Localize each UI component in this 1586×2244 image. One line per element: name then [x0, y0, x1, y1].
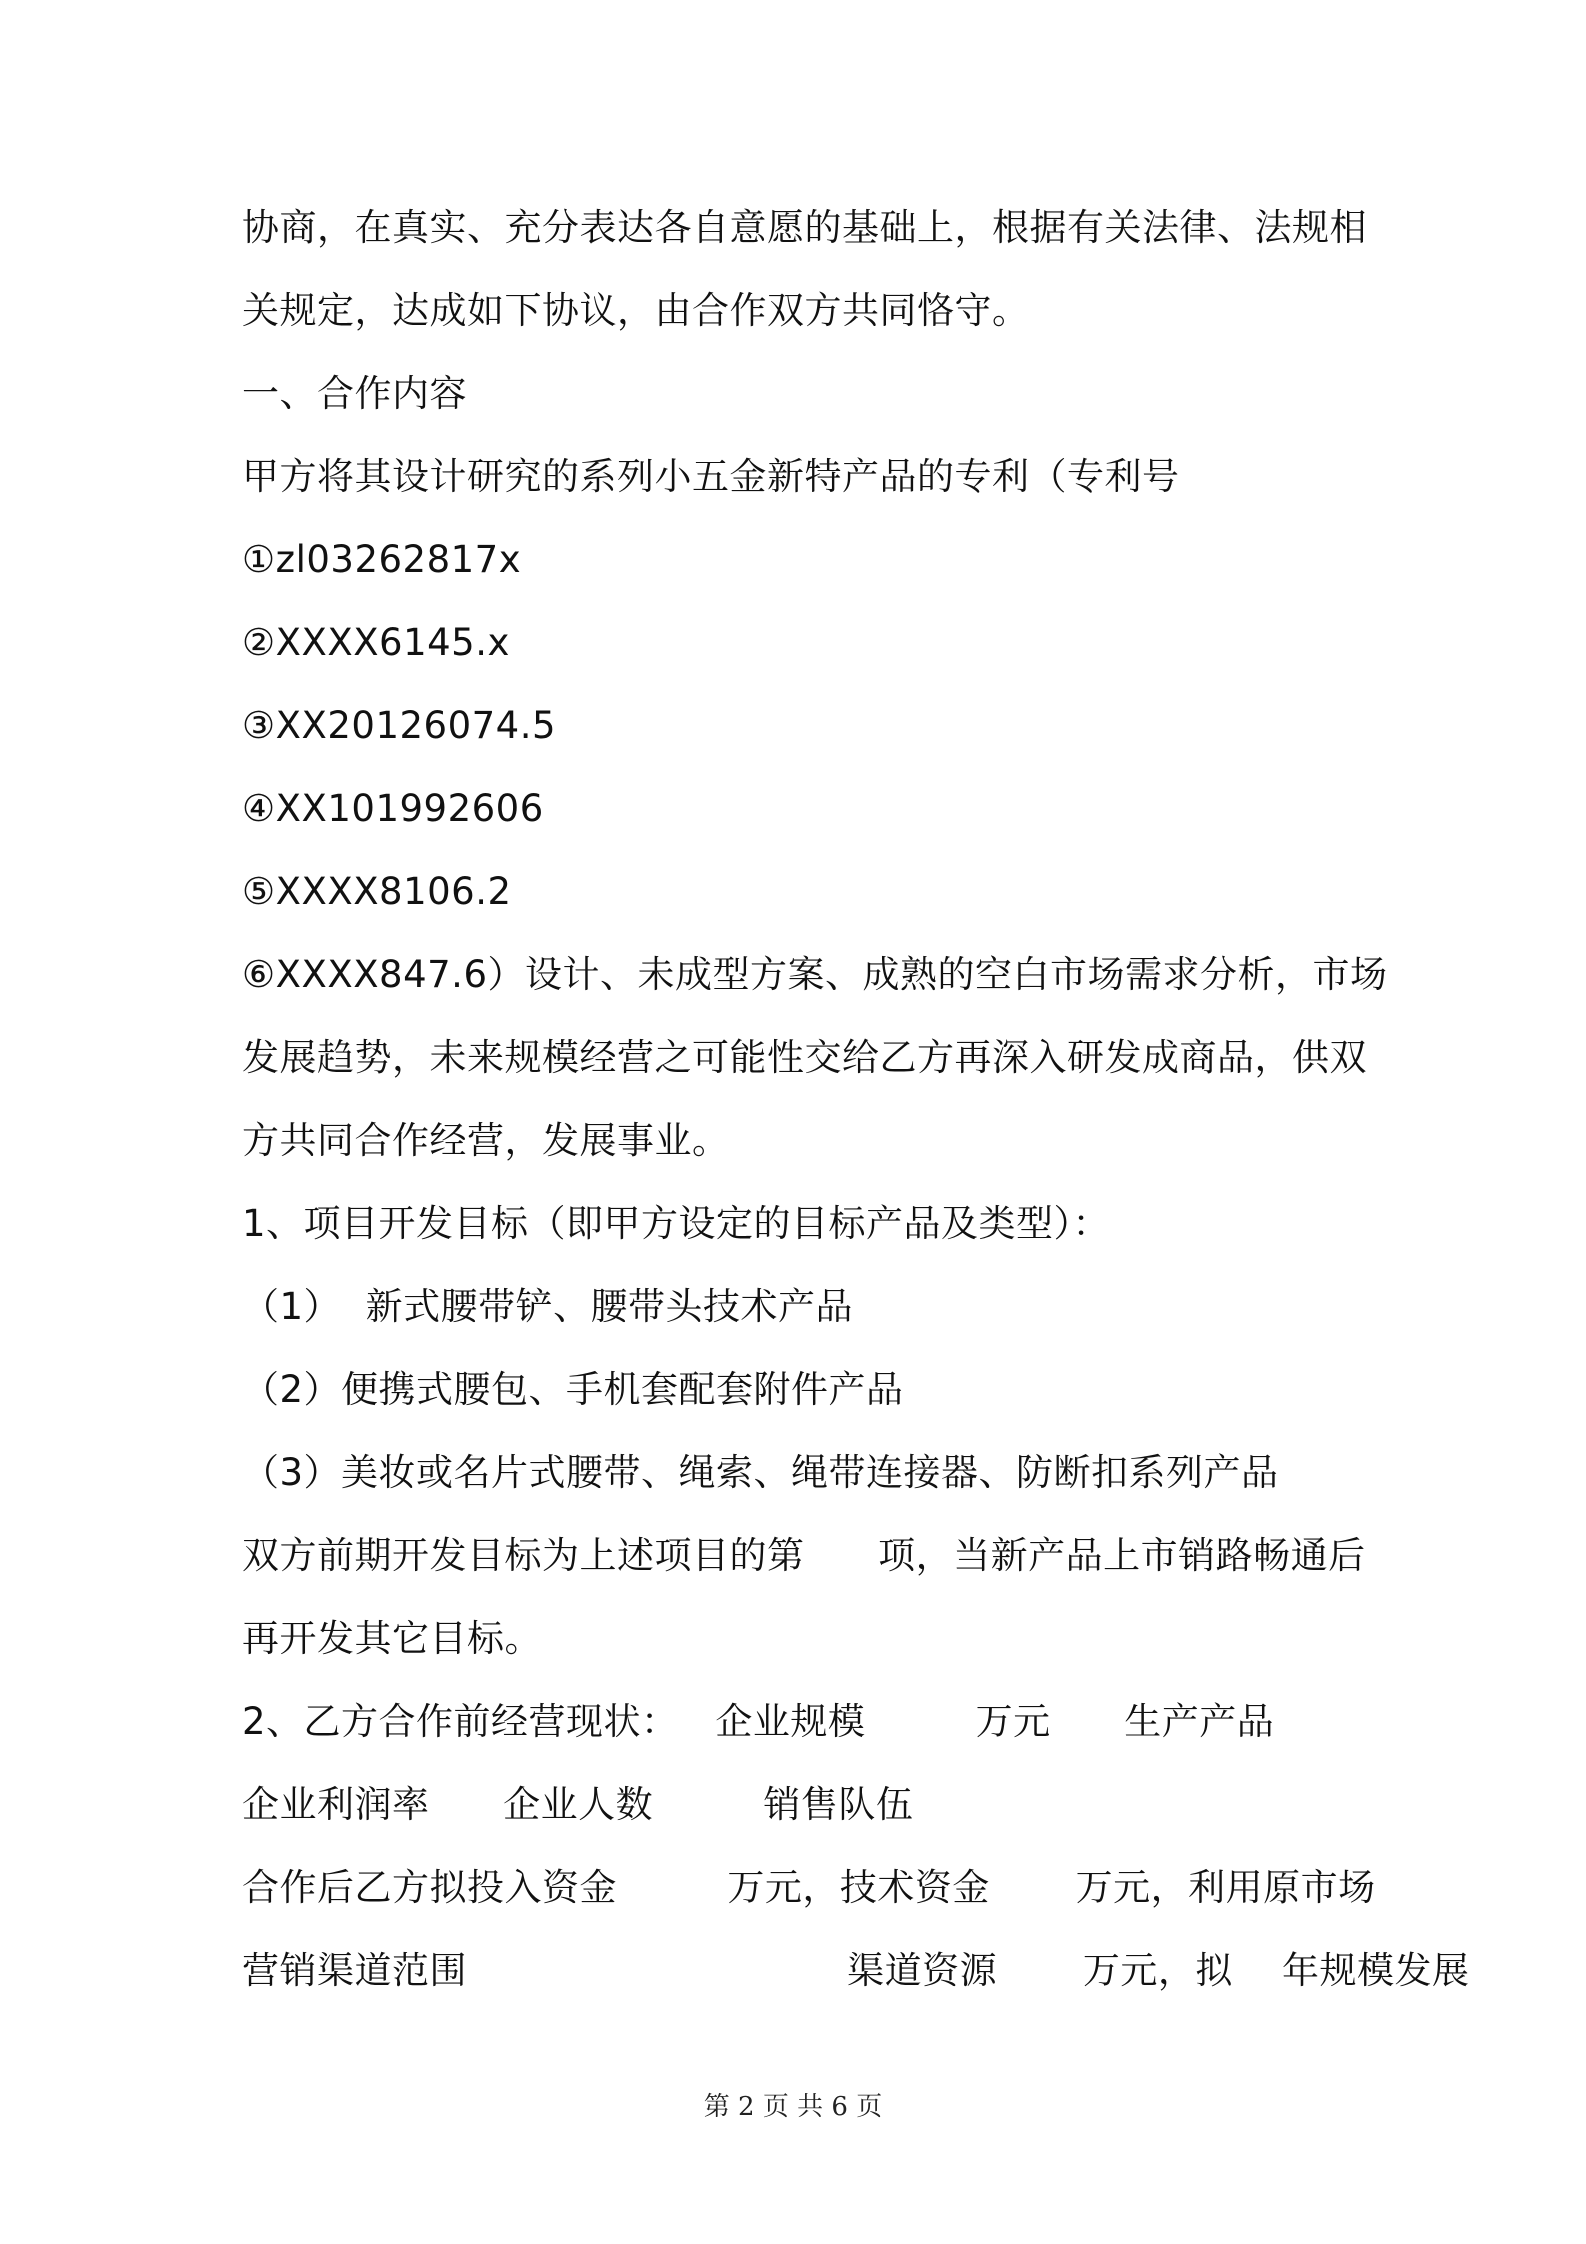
section-heading-cooperation: 一、合作内容 — [242, 372, 467, 415]
text-line-patent-intro: 甲方将其设计研究的系列小五金新特产品的专利（专利号 — [242, 455, 1180, 498]
text-line-12: 方共同合作经营，发展事业。 — [242, 1119, 730, 1162]
text-line-18: 再开发其它目标。 — [242, 1617, 542, 1660]
text-line-1: 协商，在真实、充分表达各自意愿的基础上，根据有关法律、法规相 — [242, 206, 1367, 249]
patent-number-6: ⑥XXXX847.6）设计、未成型方案、成熟的空白市场需求分析，市场 — [242, 953, 1388, 996]
patent-number-5: ⑤XXXX8106.2 — [242, 870, 512, 913]
party-b-status-heading: 2、乙方合作前经营现状： 企业规模 万元 生产产品 — [242, 1700, 1275, 1743]
goal-item-3: （3）美妆或名片式腰带、绳索、绳带连接器、防断扣系列产品 — [242, 1451, 1279, 1494]
patent-number-3: ③XX20126074.5 — [242, 704, 556, 747]
text-line-17: 双方前期开发目标为上述项目的第 项，当新产品上市销路畅通后 — [242, 1534, 1366, 1577]
goal-item-1: （1） 新式腰带铲、腰带头技术产品 — [242, 1285, 854, 1328]
patent-number-2: ②XXXX6145.x — [242, 621, 510, 664]
goal-item-2: （2）便携式腰包、手机套配套附件产品 — [242, 1368, 904, 1411]
text-line-22: 营销渠道范围 渠道资源 万元，拟 年规模发展 — [242, 1949, 1470, 1992]
patent-number-1: ①zl03262817x — [242, 538, 522, 581]
patent-number-4: ④XX101992606 — [242, 787, 544, 830]
text-line-20: 企业利润率 企业人数 销售队伍 — [242, 1783, 914, 1826]
text-line-21: 合作后乙方拟投入资金 万元，技术资金 万元，利用原市场 — [242, 1866, 1376, 1909]
page-number-footer: 第 2 页 共 6 页 — [703, 2092, 883, 2122]
project-goal-heading: 1、项目开发目标（即甲方设定的目标产品及类型）： — [242, 1202, 1111, 1245]
text-line-11: 发展趋势，未来规模经营之可能性交给乙方再深入研发成商品，供双 — [242, 1036, 1367, 1079]
text-line-2: 关规定，达成如下协议，由合作双方共同恪守。 — [242, 289, 1030, 332]
